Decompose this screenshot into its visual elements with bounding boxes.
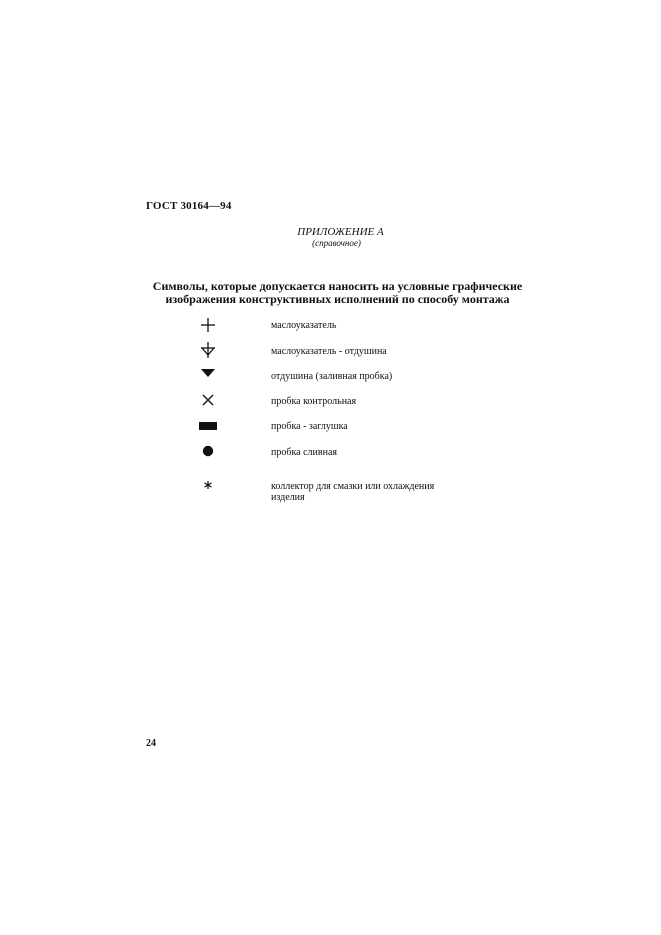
plus-icon [193, 315, 223, 335]
symbol-label-collector [271, 481, 434, 503]
symbol-label-blank-plug: пробка - заглушка [271, 421, 348, 432]
symbol-label-drain-plug: пробка сливная [271, 447, 337, 458]
symbol-label-vent-plug: отдушина (заливная пробка) [271, 371, 393, 382]
symbol-label-control-plug: пробка контрольная [271, 396, 357, 407]
filled-rectangle-icon [193, 416, 223, 436]
section-heading [0, 280, 661, 306]
heading-line-2: изображения конструктивных исполнений по способу монтажа [165, 292, 510, 306]
collector-label-line-2: изделия [271, 492, 305, 503]
vent-indicator-icon [193, 340, 223, 360]
page-number: 24 [146, 738, 156, 749]
filled-triangle-down-icon [193, 364, 223, 384]
symbol-label-oil-indicator: маслоуказатель [271, 320, 337, 331]
filled-circle-icon [193, 441, 223, 461]
heading-line-1: Символы, которые допускается наносить на условные графические [152, 279, 523, 293]
cross-icon [193, 390, 223, 410]
symbol-label-oil-indicator-vent: маслоуказатель - отдушина [271, 346, 387, 357]
appendix-subtitle: (справочное) [312, 238, 361, 248]
standard-code: ГОСТ 30164—94 [146, 200, 232, 212]
collector-label-line-1: коллектор для смазки или охлаждения [271, 481, 435, 492]
asterisk-icon [193, 476, 223, 496]
appendix-title: ПРИЛОЖЕНИЕ А [297, 226, 384, 238]
